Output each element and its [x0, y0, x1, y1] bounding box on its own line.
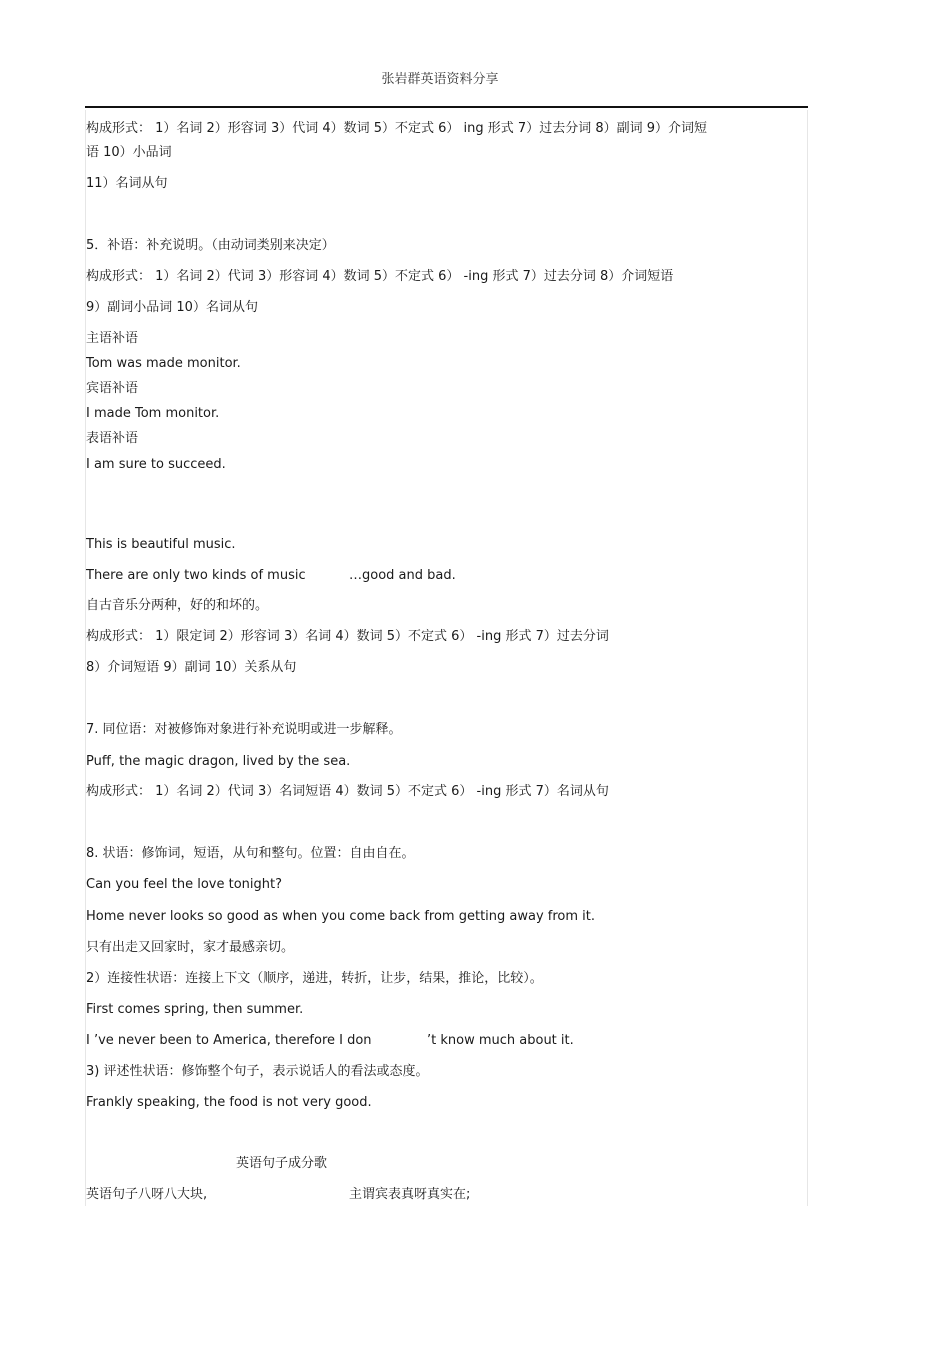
song-line: 主谓宾表真呀真实在;	[349, 1187, 471, 1202]
text-line: 宾语补语	[86, 381, 139, 396]
section-heading: 5．补语：补充说明。（由动词类别来决定）	[86, 238, 335, 253]
text-line: 自古音乐分两种，好的和坏的。	[86, 598, 269, 613]
section-heading: 7. 同位语：对被修饰对象进行补充说明或进一步解释。	[86, 722, 402, 737]
header-rule	[85, 106, 808, 108]
text-line: 8）介词短语 9）副词 10）关系从句	[86, 660, 297, 675]
example-line: Frankly speaking, the food is not very good.	[86, 1095, 372, 1110]
page-header: 张岩群英语资料分享	[381, 72, 499, 87]
text-line: 表语补语	[86, 431, 139, 446]
example-line: I made Tom monitor.	[86, 406, 220, 421]
text-line: 11）名词从句	[86, 176, 168, 191]
example-line: Can you feel the love tonight?	[86, 877, 282, 892]
text-line: 3) 评述性状语：修饰整个句子，表示说话人的看法或态度。	[86, 1064, 429, 1079]
example-line: Puff, the magic dragon, lived by the sea.	[86, 754, 351, 769]
example-line-continued: ’t know much about it.	[427, 1033, 574, 1048]
text-line: 主语补语	[86, 331, 139, 346]
example-line: Tom was made monitor.	[86, 356, 241, 371]
example-line: There are only two kinds of music	[86, 568, 306, 583]
text-line: 构成形式： 1）限定词 2）形容词 3）名词 4）数词 5）不定式 6） -ing 形式 7）过去分词	[86, 629, 609, 644]
example-line: Home never looks so good as when you come back from getting away from it.	[86, 909, 596, 924]
right-margin-line	[807, 110, 808, 1206]
example-line: This is beautiful music.	[86, 537, 236, 552]
example-line: First comes spring, then summer.	[86, 1002, 304, 1017]
song-line: 英语句子八呀八大块,	[86, 1187, 208, 1202]
text-line: 2）连接性状语：连接上下文（顺序，递进，转折，让步，结果，推论，比较）。	[86, 971, 543, 986]
text-line: 只有出走又回家时，家才最感亲切。	[86, 940, 295, 955]
text-line: 9）副词小品词 10）名词从句	[86, 300, 258, 315]
example-line-continued: …good and bad.	[349, 568, 456, 583]
section-heading: 8. 状语：修饰词，短语，从句和整句。位置：自由自在。	[86, 846, 415, 861]
example-line: I ’ve never been to America, therefore I don	[86, 1033, 372, 1048]
text-line: 语 10）小品词	[86, 145, 172, 160]
text-line: 构成形式： 1）名词 2）形容词 3）代词 4）数词 5）不定式 6） ing 形式 7）过去分词 8）副词 9）介词短	[86, 121, 707, 136]
example-line: I am sure to succeed.	[86, 457, 226, 472]
text-line: 构成形式： 1）名词 2）代词 3）名词短语 4）数词 5）不定式 6） -ing 形式 7）名词从句	[86, 784, 609, 799]
song-title: 英语句子成分歌	[236, 1156, 328, 1171]
text-line: 构成形式： 1）名词 2）代词 3）形容词 4）数词 5）不定式 6） -ing 形式 7）过去分词 8）介词短语	[86, 269, 674, 284]
